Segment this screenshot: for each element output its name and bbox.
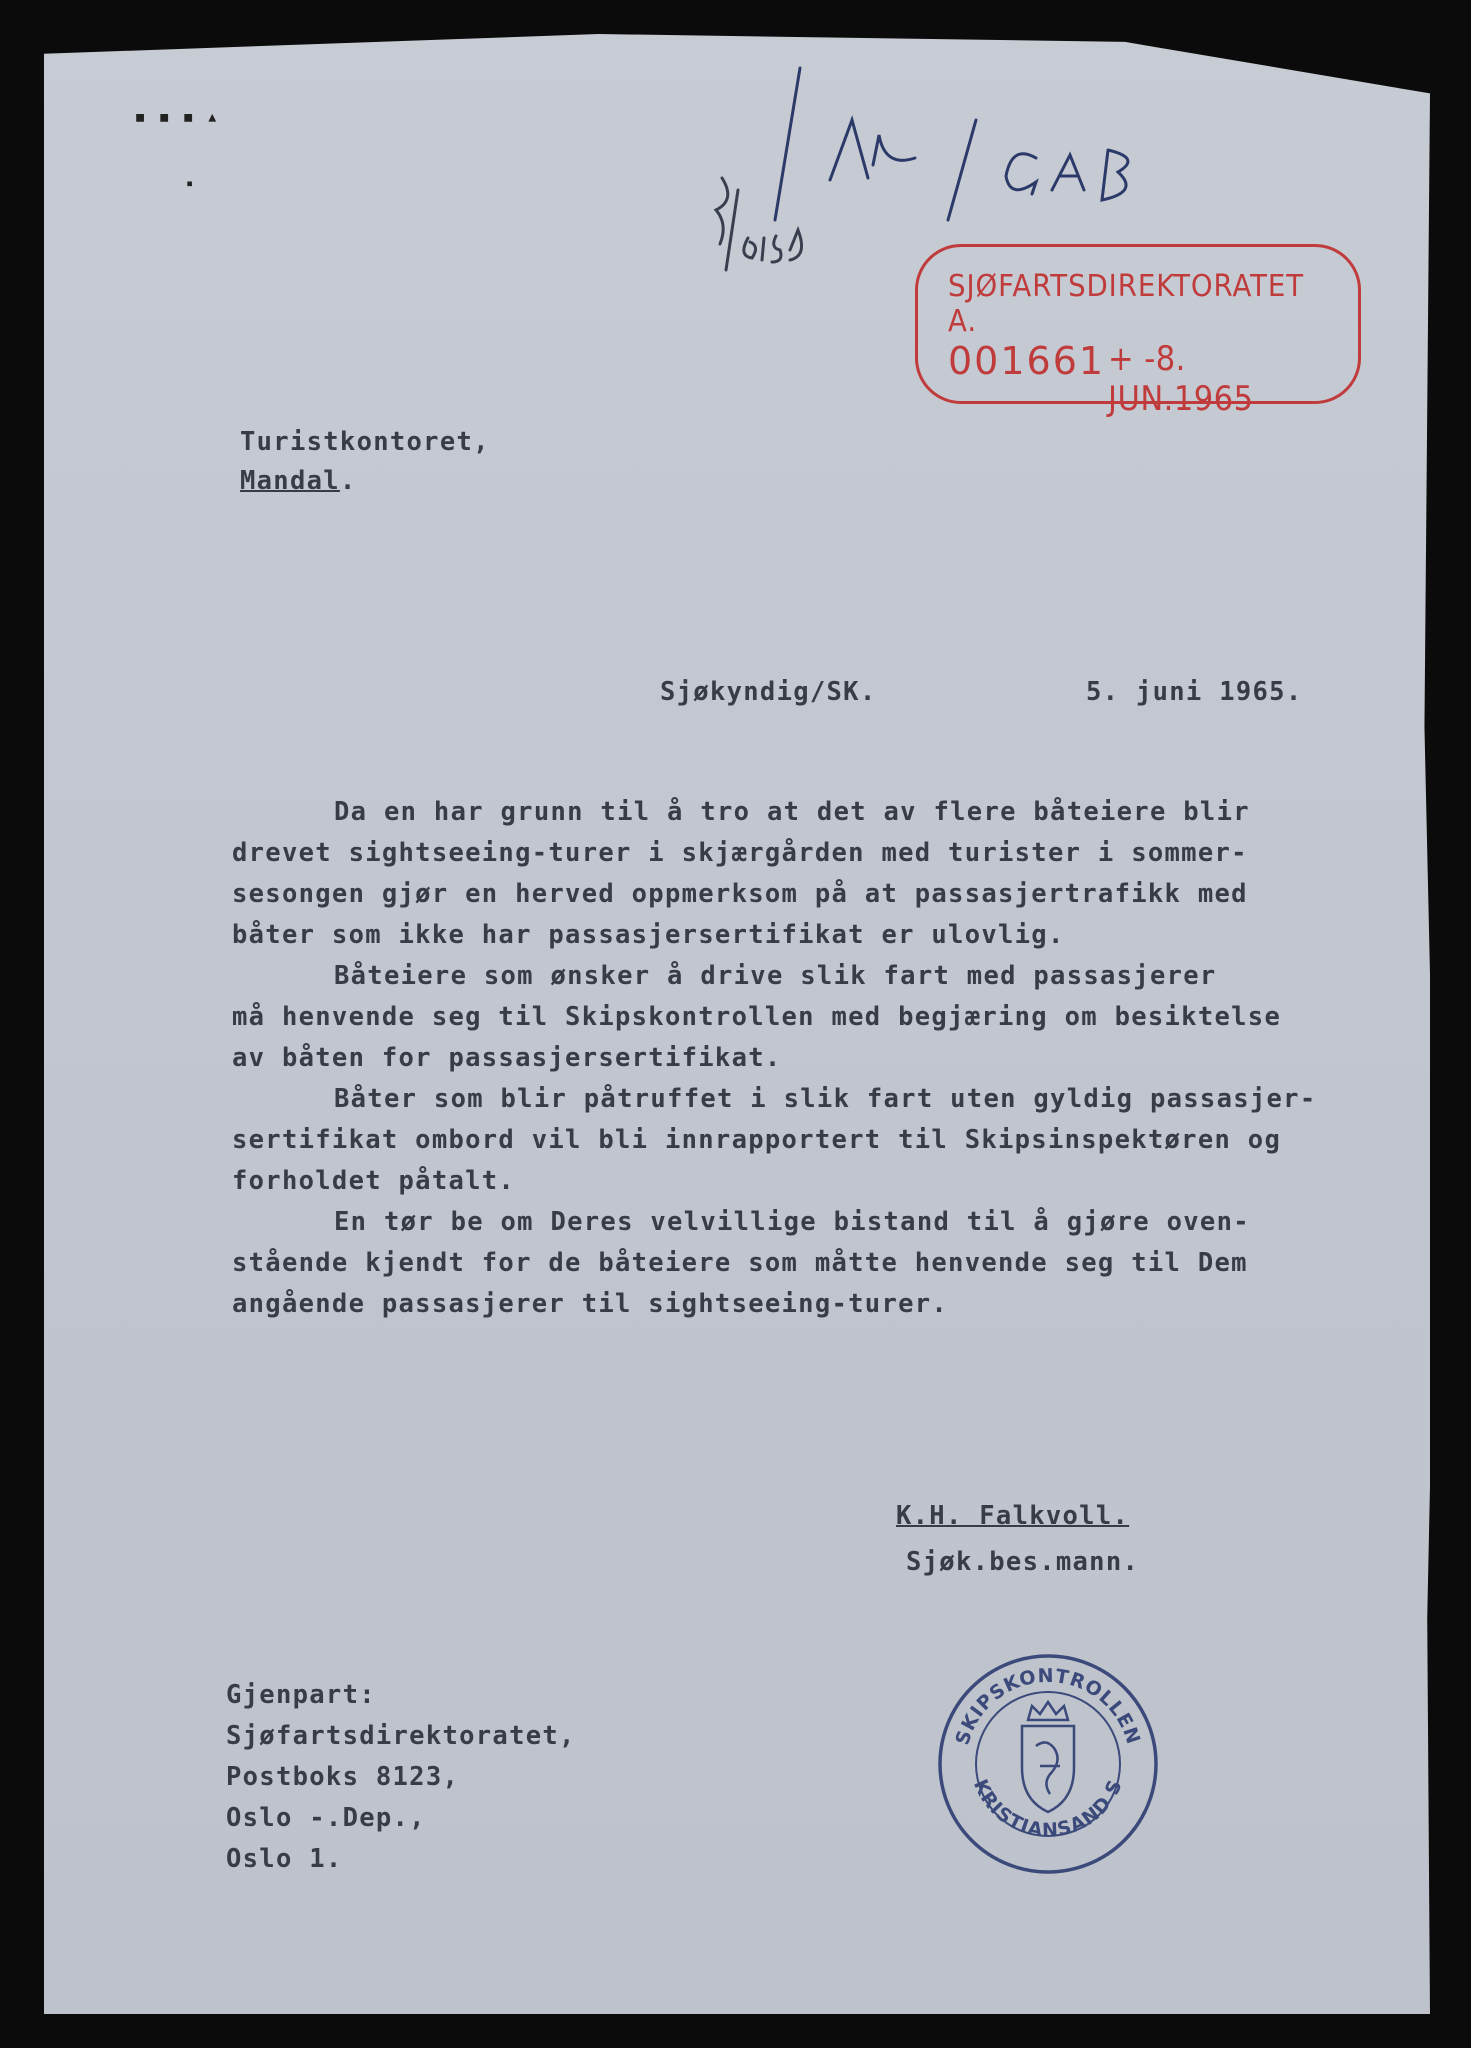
seal-text-bottom: KRISTIANSAND S	[968, 1776, 1128, 1842]
body-line: sertifikat ombord vil bli innrapportert til Skipsinspektøren og	[232, 1125, 1282, 1155]
punch-marks: ▪ ▪ ▪ ▴	[134, 104, 219, 128]
body-line: sesongen gjør en herved oppmerksom på at passasjertrafikk med	[232, 879, 1248, 909]
lion-shield-icon	[1022, 1726, 1074, 1812]
recipient-place: Mandal	[240, 466, 340, 496]
body-line: må henvende seg til Skipskontrollen med begjæring om besiktelse	[232, 1002, 1282, 1032]
body-line: av båten for passasjersertifikat.	[232, 1043, 782, 1073]
stamp-agency: SJØFARTSDIREKTORATET A.	[948, 269, 1305, 339]
reference: Sjøkyndig/SK.	[660, 677, 877, 707]
body-line: stående kjendt for de båteiere som måtte henvende seg til Dem	[232, 1248, 1248, 1278]
letter-date: 5. juni 1965.	[1086, 677, 1303, 707]
crown-icon	[1028, 1702, 1068, 1720]
seal-text-top: SKIPSKONTROLLEN	[951, 1664, 1145, 1748]
body-line: Båter som blir påtruffet i slik fart uten gyldig passasjer-	[334, 1084, 1317, 1114]
body-line: båter som ikke har passasjersertifikat er ulovlig.	[232, 920, 1065, 950]
official-seal	[932, 1648, 1164, 1880]
body-line: Da en har grunn til å tro at det av flere båteiere blir	[334, 797, 1250, 827]
copy-line: Postboks 8123,	[226, 1762, 460, 1792]
signatory-name: K.H. Falkvoll.	[896, 1501, 1130, 1531]
copy-line: Oslo -.Dep.,	[226, 1803, 426, 1833]
recipient-place-punct: .	[339, 466, 357, 496]
punch-mark: ▪	[186, 176, 194, 190]
copy-label: Gjenpart:	[226, 1680, 376, 1710]
svg-text:KRISTIANSAND S	[969, 1776, 1127, 1842]
signatory-title: Sjøk.bes.mann.	[906, 1547, 1140, 1577]
body-line: drevet sightseeing-turer i skjærgården med turister i sommer-	[232, 838, 1248, 868]
body-line: Båteiere som ønsker å drive slik fart med passasjerer	[334, 961, 1217, 991]
copy-line: Sjøfartsdirektoratet,	[226, 1721, 576, 1751]
received-stamp	[915, 244, 1361, 419]
copy-line: Oslo 1.	[226, 1844, 343, 1874]
recipient-name: Turistkontoret,	[240, 427, 490, 457]
recipient-place-line	[240, 466, 357, 496]
body-line: angående passasjerer til sightseeing-turer.	[232, 1289, 949, 1319]
svg-text:SKIPSKONTROLLEN	[951, 1665, 1144, 1748]
body-line: En tør be om Deres velvillige bistand til å gjøre oven-	[334, 1207, 1250, 1237]
stamp-number: 001661	[948, 339, 1106, 383]
body-line: forholdet påtalt.	[232, 1166, 516, 1196]
stamp-date: + -8. JUN.1965	[1108, 339, 1254, 419]
